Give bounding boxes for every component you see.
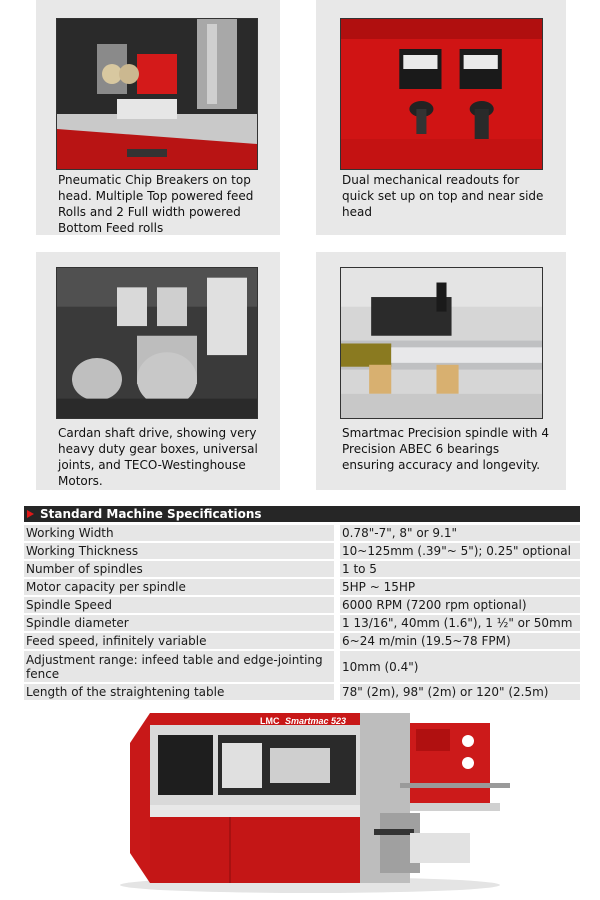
feature-caption: Pneumatic Chip Breakers on top head. Multiple Top powered feed Rolls and 2 Full width powered Bottom Feed rolls	[58, 173, 254, 235]
spec-value: 6000 RPM (7200 rpm optional)	[340, 597, 580, 613]
spec-label: Feed speed, infinitely variable	[24, 633, 340, 649]
table-row	[24, 561, 580, 577]
arrow-right-icon	[27, 510, 34, 518]
spec-value: 1 13/16", 40mm (1.6"), 1 ½" or 50mm	[340, 615, 580, 631]
chip-breaker-photo	[56, 18, 258, 170]
spec-label: Spindle Speed	[24, 597, 340, 613]
spec-value: 0.78"-7", 8" or 9.1"	[340, 525, 580, 541]
spec-label: Spindle diameter	[24, 615, 340, 631]
spec-value: 1 to 5	[340, 561, 580, 577]
specs-header	[24, 506, 580, 522]
feature-card-chip-breakers	[36, 0, 280, 235]
spec-label: Working Thickness	[24, 543, 340, 559]
spec-label: Adjustment range: infeed table and edge-jointing fence	[24, 651, 340, 682]
specs-table	[24, 523, 580, 702]
table-row	[24, 597, 580, 613]
table-row	[24, 633, 580, 649]
table-row	[24, 615, 580, 631]
spec-label: Length of the straightening table	[24, 684, 340, 700]
feature-card-readouts	[316, 0, 566, 235]
spec-value: 78" (2m), 98" (2m) or 120" (2.5m)	[340, 684, 580, 700]
spec-label: Working Width	[24, 525, 340, 541]
spec-value: 10~125mm (.39"~ 5"); 0.25" optional	[340, 543, 580, 559]
spec-label: Number of spindles	[24, 561, 340, 577]
spec-value: 5HP ~ 15HP	[340, 579, 580, 595]
table-row	[24, 525, 580, 541]
readout-photo	[340, 18, 543, 170]
spec-label: Motor capacity per spindle	[24, 579, 340, 595]
table-row	[24, 651, 580, 682]
feature-caption: Dual mechanical readouts for quick set up on top and near side head	[342, 173, 544, 219]
spindle-photo	[340, 267, 543, 419]
feature-caption: Cardan shaft drive, showing very heavy duty gear boxes, universal joints, and TECO-Westinghouse Motors.	[58, 426, 258, 488]
table-row	[24, 543, 580, 559]
machine-model-text: Smartmac 523	[285, 716, 347, 726]
specs-title: Standard Machine Specifications	[40, 507, 262, 521]
machine-brand-text: LMC	[260, 716, 280, 726]
feature-caption: Smartmac Precision spindle with 4 Precision ABEC 6 bearings ensuring accuracy and longevity.	[342, 426, 549, 472]
spec-value: 6~24 m/min (19.5~78 FPM)	[340, 633, 580, 649]
motor-photo	[56, 267, 258, 419]
table-row	[24, 579, 580, 595]
spec-value: 10mm (0.4")	[340, 651, 580, 682]
machine-photo	[110, 703, 520, 895]
table-row	[24, 684, 580, 700]
feature-card-cardan-drive	[36, 252, 280, 490]
feature-card-spindle	[316, 252, 566, 490]
